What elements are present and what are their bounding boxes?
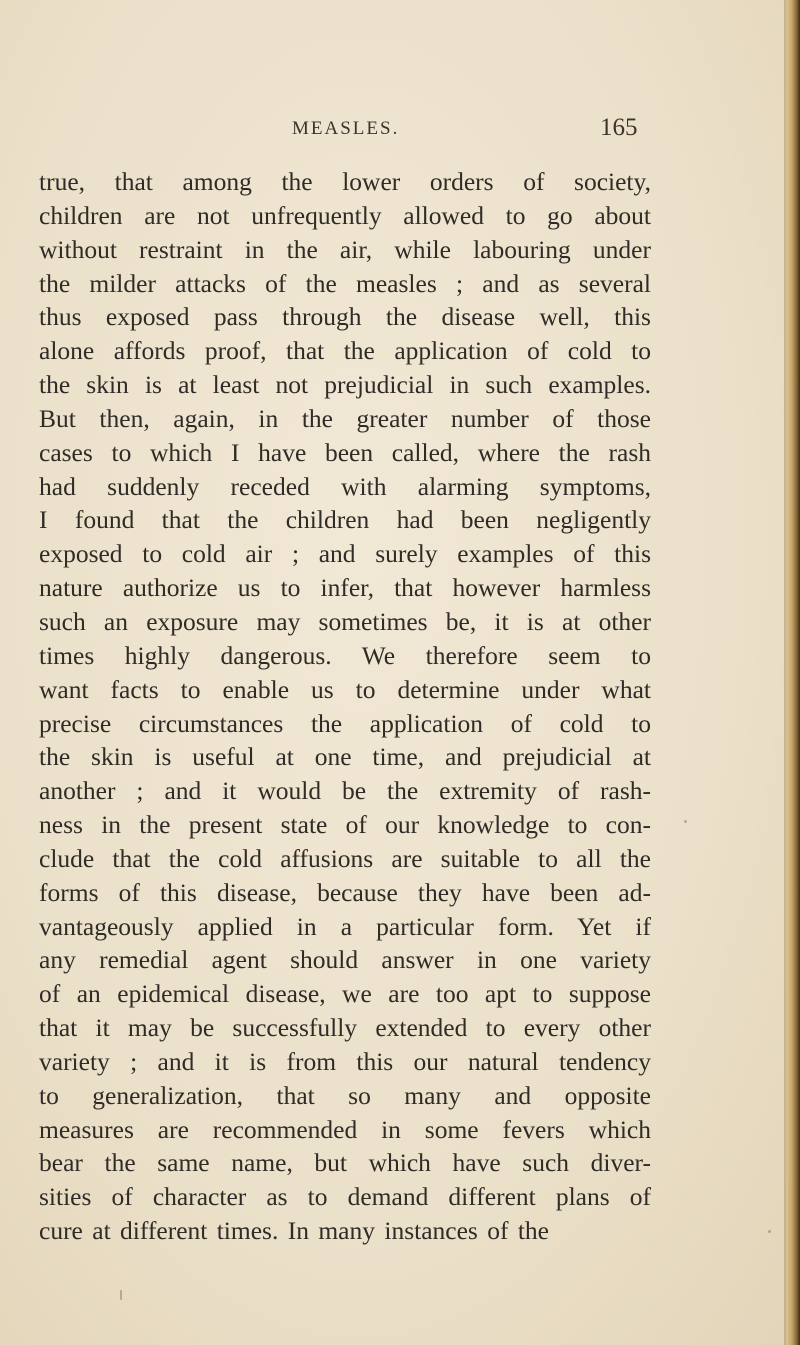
text-line: of an epidemical disease, we are too apt to suppose [39, 979, 651, 1009]
text-line: true, that among the lower orders of society, [39, 167, 651, 196]
body-text [39, 165, 651, 1248]
text-line: cases to which I have been called, where the rash [39, 437, 651, 467]
text-line: I found that the children had been negligently [39, 505, 651, 535]
text-line: had suddenly receded with alarming symptoms, [39, 471, 651, 501]
text-line: any remedial agent should answer in one variety [39, 945, 651, 975]
text-line: bear the same name, but which have such diver- [39, 1148, 651, 1178]
text-line: variety ; and it is from this our natural tendency [39, 1046, 651, 1076]
paper-speck [768, 1230, 771, 1233]
text-line: precise circumstances the application of cold to [39, 708, 651, 738]
text-line: such an exposure may sometimes be, it is at other [39, 606, 651, 636]
paper-speck [684, 820, 687, 823]
text-line: thus exposed pass through the disease well, this [39, 302, 651, 332]
page-header [0, 112, 800, 148]
text-line: the skin is useful at one time, and prejudicial at [39, 742, 651, 772]
text-line: measures are recommended in some fevers which [39, 1114, 651, 1144]
text-line: times highly dangerous. We therefore seem to [39, 640, 651, 670]
text-line: the milder attacks of the measles ; and as several [39, 268, 651, 298]
text-line: children are not unfrequently allowed to go about [39, 200, 651, 230]
text-line: to generalization, that so many and opposite [39, 1080, 651, 1110]
text-line: clude that the cold affusions are suitable to all the [39, 843, 651, 873]
text-line: alone affords proof, that the application of cold to [39, 336, 651, 366]
running-head: MEASLES. [292, 118, 400, 139]
page-edge [786, 0, 800, 1345]
text-line: want facts to enable us to determine under what [39, 674, 651, 704]
text-line: nature authorize us to infer, that however harmless [39, 573, 651, 603]
paper-speck [120, 1290, 122, 1300]
text-line: But then, again, in the greater number of those [39, 403, 651, 433]
page-number: 165 [600, 114, 638, 141]
text-line: forms of this disease, because they have been ad- [39, 877, 651, 907]
text-line: sities of character as to demand different plans of [39, 1182, 651, 1212]
text-line: that it may be successfully extended to every other [39, 1013, 651, 1043]
text-line: another ; and it would be the extremity of rash- [39, 776, 651, 806]
text-line: vantageously applied in a particular form. Yet if [39, 911, 651, 941]
text-line: exposed to cold air ; and surely examples of this [39, 539, 651, 569]
text-line: ness in the present state of our knowledge to con- [39, 810, 651, 840]
text-line: without restraint in the air, while labouring under [39, 234, 651, 264]
text-line: cure at different times. In many instances of the [39, 1216, 549, 1246]
text-line: the skin is at least not prejudicial in such examples. [39, 370, 651, 400]
